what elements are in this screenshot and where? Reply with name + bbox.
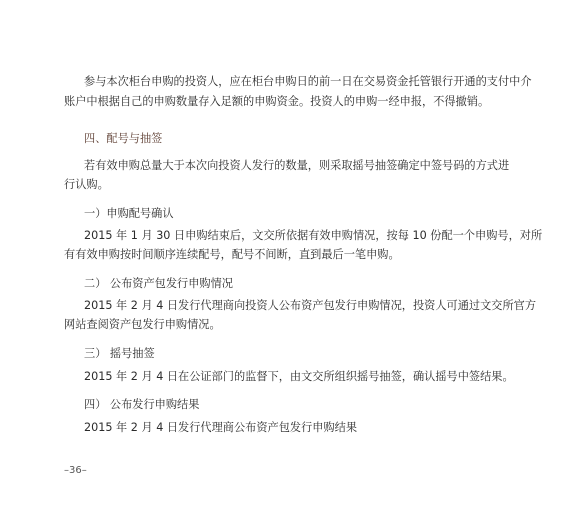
paragraph-publish-line1: 2015 年 2 月 4 日发行代理商向投资人公布资产包发行申购情况，投资人可通过文交所官方: [84, 299, 537, 312]
paragraph-lottery-draw: 2015 年 2 月 4 日在公证部门的监督下，由文交所组织摇号抽签，确认摇号中签结果。: [84, 370, 514, 383]
paragraph-allocation-line1: 2015 年 1 月 30 日申购结束后，文交所依据有效申购情况，按每 10 份配一个申购号，对所: [84, 229, 543, 242]
paragraph-subscription-funds-line2: 账户中根据自己的申购数量存入足额的申购资金。投资人的申购一经申报，不得撤销。: [64, 95, 490, 108]
paragraph-subscription-funds-line1: 参与本次柜台申购的投资人，应在柜台申购日的前一日在交易资金托管银行开通的支付中介: [84, 75, 532, 88]
paragraph-publish-results: 2015 年 2 月 4 日发行代理商公布资产包发行申购结果: [84, 421, 358, 434]
subheading-publish-subscription: 二） 公布资产包发行申购情况: [84, 277, 233, 290]
paragraph-lottery-line1: 若有效申购总量大于本次向投资人发行的数量，则采取摇号抽签确定中签号码的方式进: [84, 159, 510, 172]
subheading-lottery-draw: 三） 摇号抽签: [84, 347, 155, 360]
page-number: –36–: [64, 465, 87, 476]
paragraph-allocation-line2: 有有效申购按时间顺序连续配号，配号不间断，直到最后一笔申购。: [64, 248, 400, 261]
paragraph-lottery-line2: 行认购。: [64, 178, 109, 191]
section-heading-allocation-lottery: 四、配号与抽签: [84, 132, 163, 145]
subheading-allocation-confirmation: 一）申购配号确认: [84, 207, 174, 220]
subheading-publish-results: 四） 公布发行申购结果: [84, 398, 200, 411]
paragraph-publish-line2: 网站查阅资产包发行申购情况。: [64, 318, 221, 331]
